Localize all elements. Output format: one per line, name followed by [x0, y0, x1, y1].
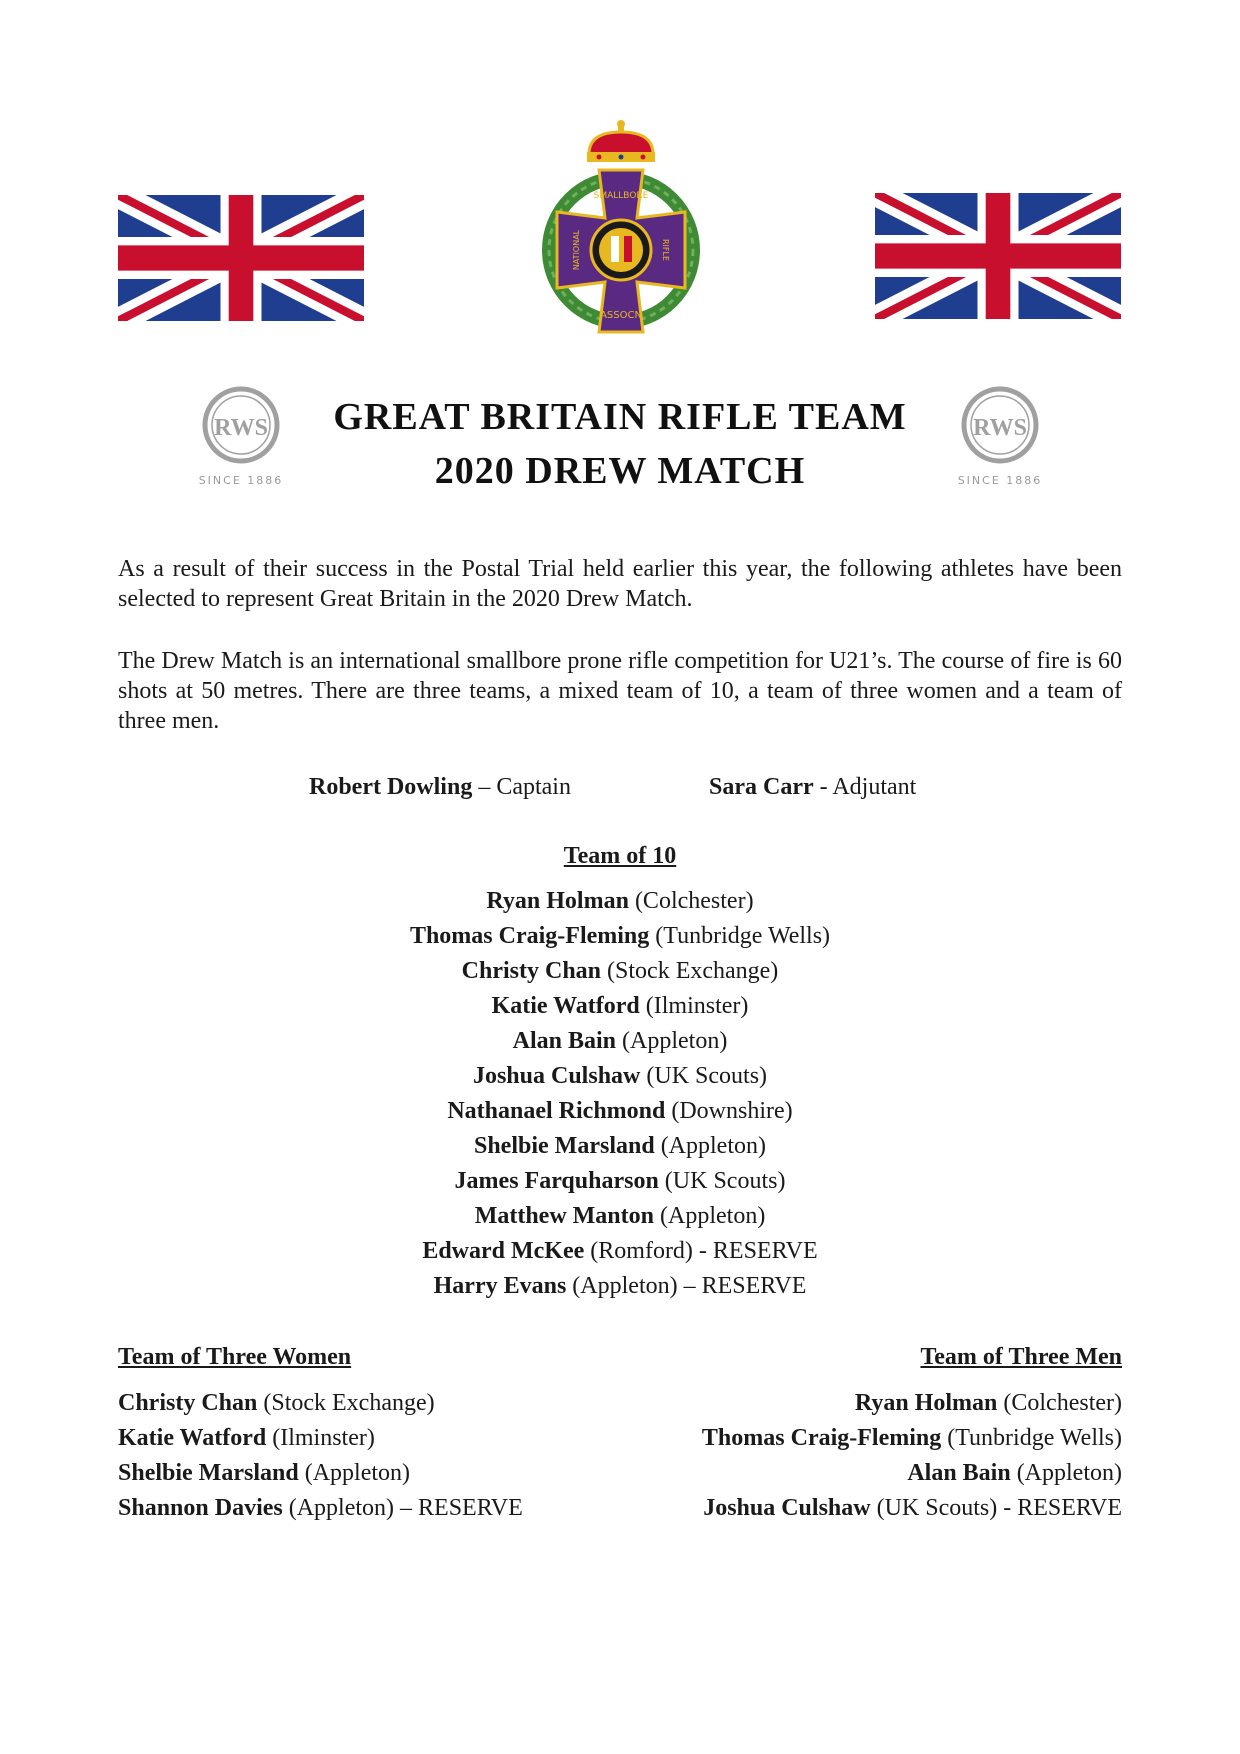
member-club: (UK Scouts) - RESERVE	[870, 1495, 1122, 1521]
member-club: (UK Scouts)	[640, 1063, 768, 1089]
member-club: (Colchester)	[628, 888, 754, 914]
member-club: (Romford) - RESERVE	[584, 1238, 818, 1264]
member-row	[0, 1094, 1240, 1129]
member-club: (Appleton) – RESERVE	[282, 1495, 523, 1521]
crest-text-bottom: ASSOCN	[600, 310, 642, 321]
member-row	[0, 1199, 1240, 1234]
team-men-list	[600, 1386, 1122, 1526]
rws-logo-right	[955, 385, 1045, 487]
crown-icon	[587, 120, 655, 162]
member-row	[0, 919, 1240, 954]
official-role: Adjutant	[832, 774, 917, 800]
team-of-10-heading: Team of 10	[563, 843, 677, 869]
member-club: (Appleton)	[1010, 1460, 1122, 1486]
member-row	[0, 1024, 1240, 1059]
member-row	[0, 989, 1240, 1024]
member-name: Shannon Davies	[118, 1495, 283, 1521]
official-role: Captain	[496, 774, 571, 800]
rws-mark: RWS	[973, 415, 1027, 441]
member-name: Shelbie Marsland	[473, 1133, 655, 1159]
rws-logo-left	[196, 385, 286, 487]
member-name: Shelbie Marsland	[118, 1460, 299, 1486]
official-captain: Robert Dowling – Captain	[309, 774, 571, 800]
intro-paragraph-1: As a result of their success in the Postal Trial held earlier this year, the following athletes have been selected to represent Great Britain in the 2020 Drew Match.	[118, 556, 1122, 612]
member-club: (Ilminster)	[639, 993, 749, 1019]
member-club: (Appleton) – RESERVE	[566, 1273, 807, 1299]
member-club: (Downshire)	[665, 1098, 793, 1124]
member-name: Thomas Craig-Fleming	[409, 923, 650, 949]
member-name: Christy Chan	[118, 1390, 258, 1416]
member-row	[118, 1421, 618, 1456]
crest-text-right: RIFLE	[661, 238, 670, 262]
member-row	[0, 1269, 1240, 1304]
member-club: (Stock Exchange)	[257, 1390, 435, 1416]
member-name: James Farquharson	[454, 1168, 659, 1194]
member-row	[118, 1386, 618, 1421]
page-title-line1: GREAT BRITAIN RIFLE TEAM	[333, 396, 907, 438]
member-row	[0, 1129, 1240, 1164]
official-name: Sara Carr	[709, 774, 814, 800]
union-flag-left	[118, 195, 364, 321]
member-club: (UK Scouts)	[658, 1168, 786, 1194]
member-row	[0, 954, 1240, 989]
official-name: Robert Dowling	[309, 774, 473, 800]
member-name: Alan Bain	[907, 1460, 1011, 1486]
official-adjutant: Sara Carr - Adjutant	[709, 774, 917, 800]
member-name: Christy Chan	[461, 958, 602, 984]
team-women-list	[118, 1386, 618, 1526]
member-row	[600, 1491, 1122, 1526]
member-club: (Ilminster)	[266, 1425, 375, 1451]
member-club: (Colchester)	[997, 1390, 1122, 1416]
member-name: Katie Watford	[491, 993, 640, 1019]
rws-mark: RWS	[214, 415, 268, 441]
member-name: Ryan Holman	[854, 1390, 998, 1416]
member-name: Joshua Culshaw	[472, 1063, 641, 1089]
member-name: Matthew Manton	[474, 1203, 654, 1229]
member-row	[600, 1456, 1122, 1491]
page-title-line2: 2020 DREW MATCH	[434, 450, 806, 492]
intro-paragraph-2: The Drew Match is an international smallbore prone rifle competition for U21’s. The course of fire is 60 shots at 50 metres. There are three teams, a mixed team of 10, a team of three women and a team of three men.	[118, 648, 1122, 734]
member-row	[600, 1421, 1122, 1456]
member-name: Nathanael Richmond	[447, 1098, 666, 1124]
member-name: Harry Evans	[433, 1273, 567, 1299]
member-row	[0, 1164, 1240, 1199]
member-name: Joshua Culshaw	[703, 1495, 871, 1521]
member-row	[600, 1386, 1122, 1421]
member-club: (Stock Exchange)	[601, 958, 779, 984]
member-row	[118, 1491, 618, 1526]
member-row	[0, 884, 1240, 919]
member-row	[118, 1456, 618, 1491]
member-name: Alan Bain	[512, 1028, 617, 1054]
member-name: Thomas Craig-Fleming	[701, 1425, 942, 1451]
team-of-10-list	[0, 884, 1240, 1304]
crest-text-top: SMALLBORE	[593, 191, 649, 201]
team-women-heading: Team of Three Women	[118, 1344, 352, 1370]
team-men-heading: Team of Three Men	[920, 1344, 1122, 1370]
member-name: Edward McKee	[422, 1238, 585, 1264]
rws-since-text: SINCE 1886	[957, 474, 1043, 487]
member-row	[0, 1234, 1240, 1269]
member-club: (Appleton)	[616, 1028, 728, 1054]
member-club: (Appleton)	[298, 1460, 411, 1486]
member-name: Ryan Holman	[486, 888, 629, 914]
member-row	[0, 1059, 1240, 1094]
crest-text-left: NATIONAL	[572, 229, 581, 271]
union-flag-right	[875, 193, 1121, 319]
rws-since-text: SINCE 1886	[198, 474, 284, 487]
member-club: (Appleton)	[654, 1203, 766, 1229]
member-name: Katie Watford	[118, 1425, 267, 1451]
member-club: (Tunbridge Wells)	[941, 1425, 1122, 1451]
member-club: (Tunbridge Wells)	[649, 923, 831, 949]
nsra-crest-logo	[533, 118, 709, 350]
member-club: (Appleton)	[654, 1133, 766, 1159]
